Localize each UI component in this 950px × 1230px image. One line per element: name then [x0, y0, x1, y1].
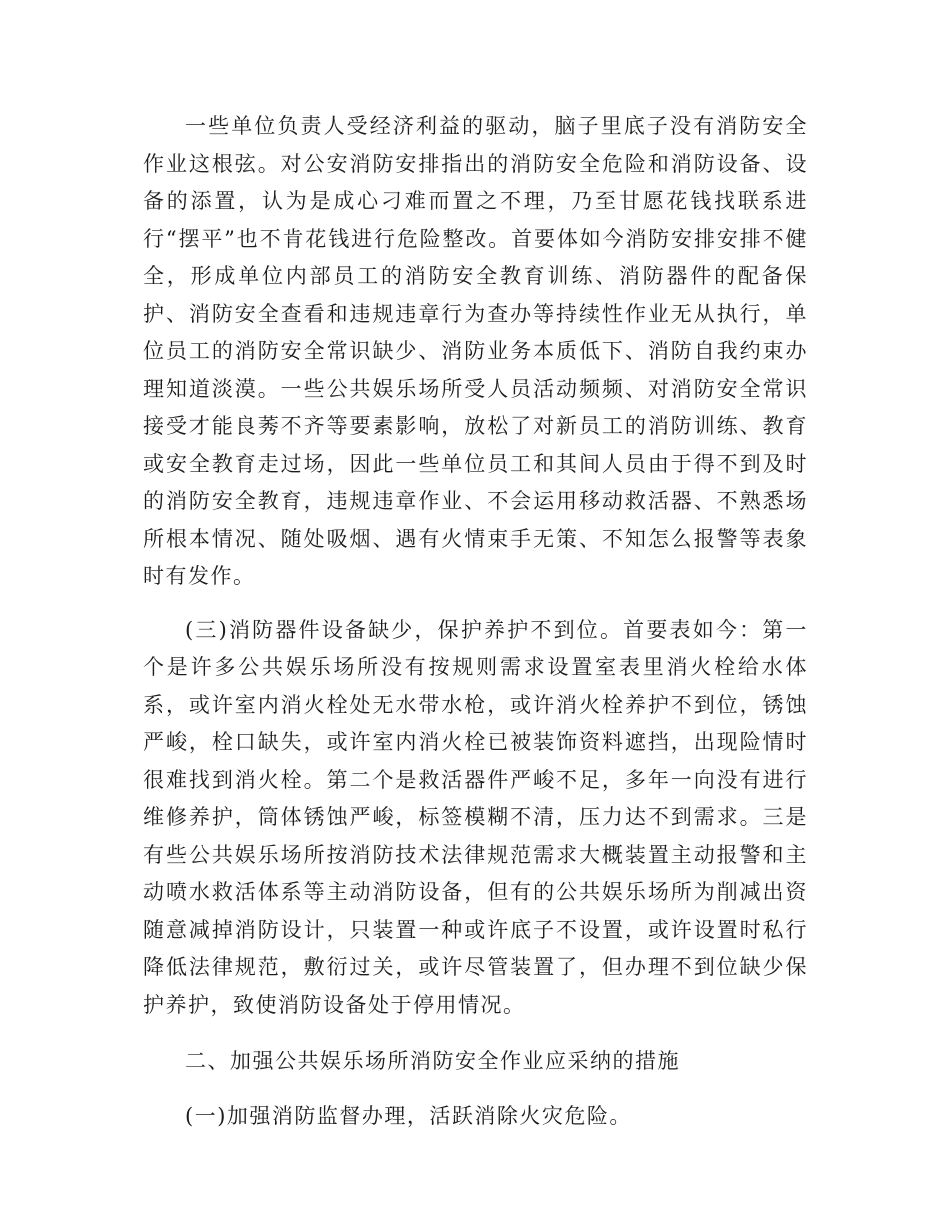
paragraph-staff-safety-education: 一些单位负责人受经济利益的驱动，脑子里底子没有消防安全作业这根弦。对公安消防安排指出的消防安全危险和消防设备、设备的添置，认为是成心刁难而置之不理，乃至甘愿花钱找联系进行“摆平”也不肯花钱进行危险整改。首要体如今消防安排安排不健全，形成单位内部员工的消防安全教育训练、消防器件的配备保护、消防安全查看和违规违章行为查办等持续性作业无从执行，单位员工的消防安全常识缺少、消防业务本质低下、消防自我约束办理知道淡漠。一些公共娱乐场所受人员活动频频、对消防安全常识接受才能良莠不齐等要素影响，放松了对新员工的消防训练、教育或安全教育走过场，因此一些单位员工和其间人员由于得不到及时的消防安全教育，违规违章作业、不会运用移动救活器、不熟悉场所根本情况、随处吸烟、遇有火情束手无策、不知怎么报警等表象时有发作。: [143, 114, 808, 588]
document-body: [143, 108, 808, 1135]
section-heading-measures: 二、加强公共娱乐场所消防安全作业应采纳的措施: [185, 1049, 680, 1073]
subsection-heading-supervision: (一)加强消防监督办理，活跃消除火灾危险。: [185, 1103, 632, 1128]
paragraph-fire-equipment-shortage: (三)消防器件设备缺少，保护养护不到位。首要表如今：第一个是许多公共娱乐场所没有按规则需求设置室表里消火栓给水体系，或许室内消火栓处无水带水枪，或许消火栓养护不到位，锈蚀严峻，栓口缺失，或许室内消火栓已被装饰资料遮挡，出现险情时很难找到消火栓。第二个是救活器件严峻不足，多年一向没有进行维修养护，筒体锈蚀严峻，标签模糊不清，压力达不到需求。三是有些公共娱乐场所按消防技术法律规范需求大概装置主动报警和主动喷水救活体系等主动消防设备，但有的公共娱乐场所为削减出资随意减掉消防设计，只装置一种或许底子不设置，或许设置时私行降低法律规范，敷衍过关，或许尽管装置了，但办理不到位缺少保护养护，致使消防设备处于停用情况。: [143, 617, 808, 1017]
